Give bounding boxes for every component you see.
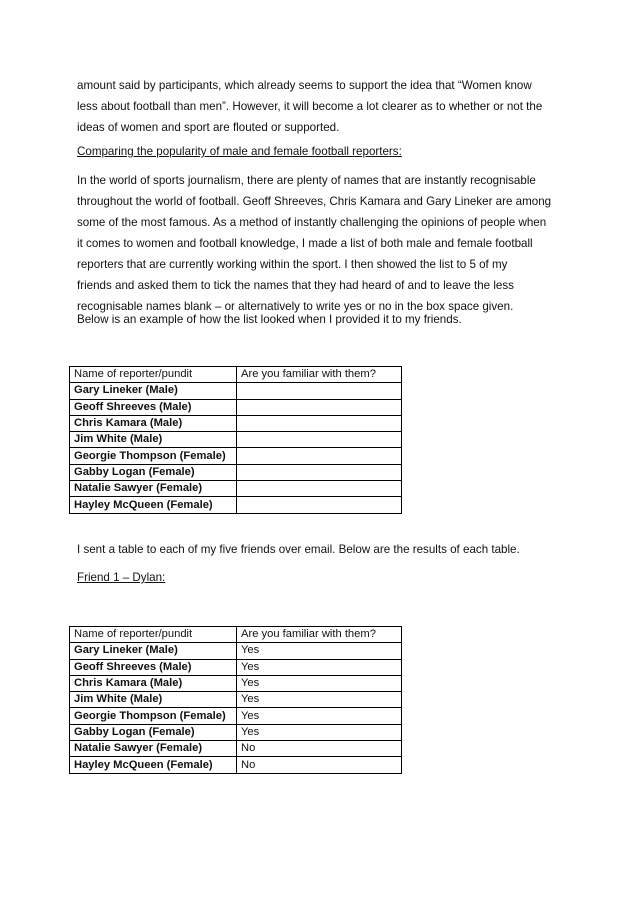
answer-cell (237, 383, 402, 399)
answer-cell (237, 481, 402, 497)
reporter-name: Jim White (Male) (70, 692, 237, 708)
text-line: less about football than men”. However, it will become a lot clearer as to whether or not the (77, 100, 543, 113)
reporter-name: Chris Kamara (Male) (70, 675, 237, 691)
column-header: Are you familiar with them? (237, 367, 402, 383)
friend1-results-table (69, 626, 402, 774)
text-line: recognisable names blank – or alternatively to write yes or no in the box space given. (77, 300, 514, 313)
column-header: Name of reporter/pundit (70, 627, 237, 643)
table-row (70, 448, 402, 464)
example-intro: Below is an example of how the list looked when I provided it to my friends. (77, 313, 462, 326)
answer-cell: Yes (237, 692, 402, 708)
table-row (70, 659, 402, 675)
reporter-name: Hayley McQueen (Female) (70, 757, 237, 773)
answer-cell (237, 415, 402, 431)
answer-cell: Yes (237, 675, 402, 691)
table-row (70, 383, 402, 399)
reporter-name: Georgie Thompson (Female) (70, 708, 237, 724)
text-line: friends and asked them to tick the names that they had heard of and to leave the less (77, 279, 514, 292)
reporter-name: Gabby Logan (Female) (70, 724, 237, 740)
table-row (70, 497, 402, 513)
table-row (70, 481, 402, 497)
answer-cell (237, 497, 402, 513)
reporter-name: Hayley McQueen (Female) (70, 497, 237, 513)
text-line: throughout the world of football. Geoff Shreeves, Chris Kamara and Gary Lineker are among (77, 195, 552, 208)
table-row (70, 675, 402, 691)
text-line: amount said by participants, which already seems to support the idea that “Women know (77, 79, 532, 92)
reporter-name: Gary Lineker (Male) (70, 383, 237, 399)
table-row (70, 415, 402, 431)
reporter-name: Chris Kamara (Male) (70, 415, 237, 431)
intro-paragraph (77, 75, 567, 138)
answer-cell: Yes (237, 659, 402, 675)
reporter-name: Jim White (Male) (70, 432, 237, 448)
table-header-row (70, 367, 402, 383)
table-row (70, 643, 402, 659)
answer-cell: Yes (237, 643, 402, 659)
body-paragraph (77, 170, 567, 317)
answer-cell (237, 432, 402, 448)
friend-heading: Friend 1 – Dylan: (77, 571, 166, 584)
table-row (70, 399, 402, 415)
text-line: some of the most famous. As a method of instantly challenging the opinions of people when (77, 216, 547, 229)
reporter-name: Georgie Thompson (Female) (70, 448, 237, 464)
section-heading: Comparing the popularity of male and female football reporters: (77, 145, 402, 158)
reporter-name: Natalie Sawyer (Female) (70, 741, 237, 757)
answer-cell: Yes (237, 708, 402, 724)
table-row (70, 708, 402, 724)
text-line: reporters that are currently working within the sport. I then showed the list to 5 of my (77, 258, 508, 271)
column-header: Name of reporter/pundit (70, 367, 237, 383)
answer-cell: Yes (237, 724, 402, 740)
reporter-name: Geoff Shreeves (Male) (70, 399, 237, 415)
table-row (70, 432, 402, 448)
reporter-name: Geoff Shreeves (Male) (70, 659, 237, 675)
reporter-name: Gabby Logan (Female) (70, 464, 237, 480)
table-row (70, 464, 402, 480)
table-row (70, 724, 402, 740)
text-line: In the world of sports journalism, there are plenty of names that are instantly recognisable (77, 174, 536, 187)
answer-cell (237, 448, 402, 464)
reporter-name: Gary Lineker (Male) (70, 643, 237, 659)
table-row (70, 741, 402, 757)
answer-cell: No (237, 741, 402, 757)
table-row (70, 692, 402, 708)
table-row (70, 757, 402, 773)
text-line: ideas of women and sport are flouted or supported. (77, 121, 340, 134)
answer-cell (237, 464, 402, 480)
results-intro: I sent a table to each of my five friends over email. Below are the results of each table. (77, 543, 520, 556)
example-table (69, 366, 402, 514)
text-line: it comes to women and football knowledge, I made a list of both male and female football (77, 237, 533, 250)
reporter-name: Natalie Sawyer (Female) (70, 481, 237, 497)
answer-cell (237, 399, 402, 415)
table-header-row (70, 627, 402, 643)
column-header: Are you familiar with them? (237, 627, 402, 643)
answer-cell: No (237, 757, 402, 773)
